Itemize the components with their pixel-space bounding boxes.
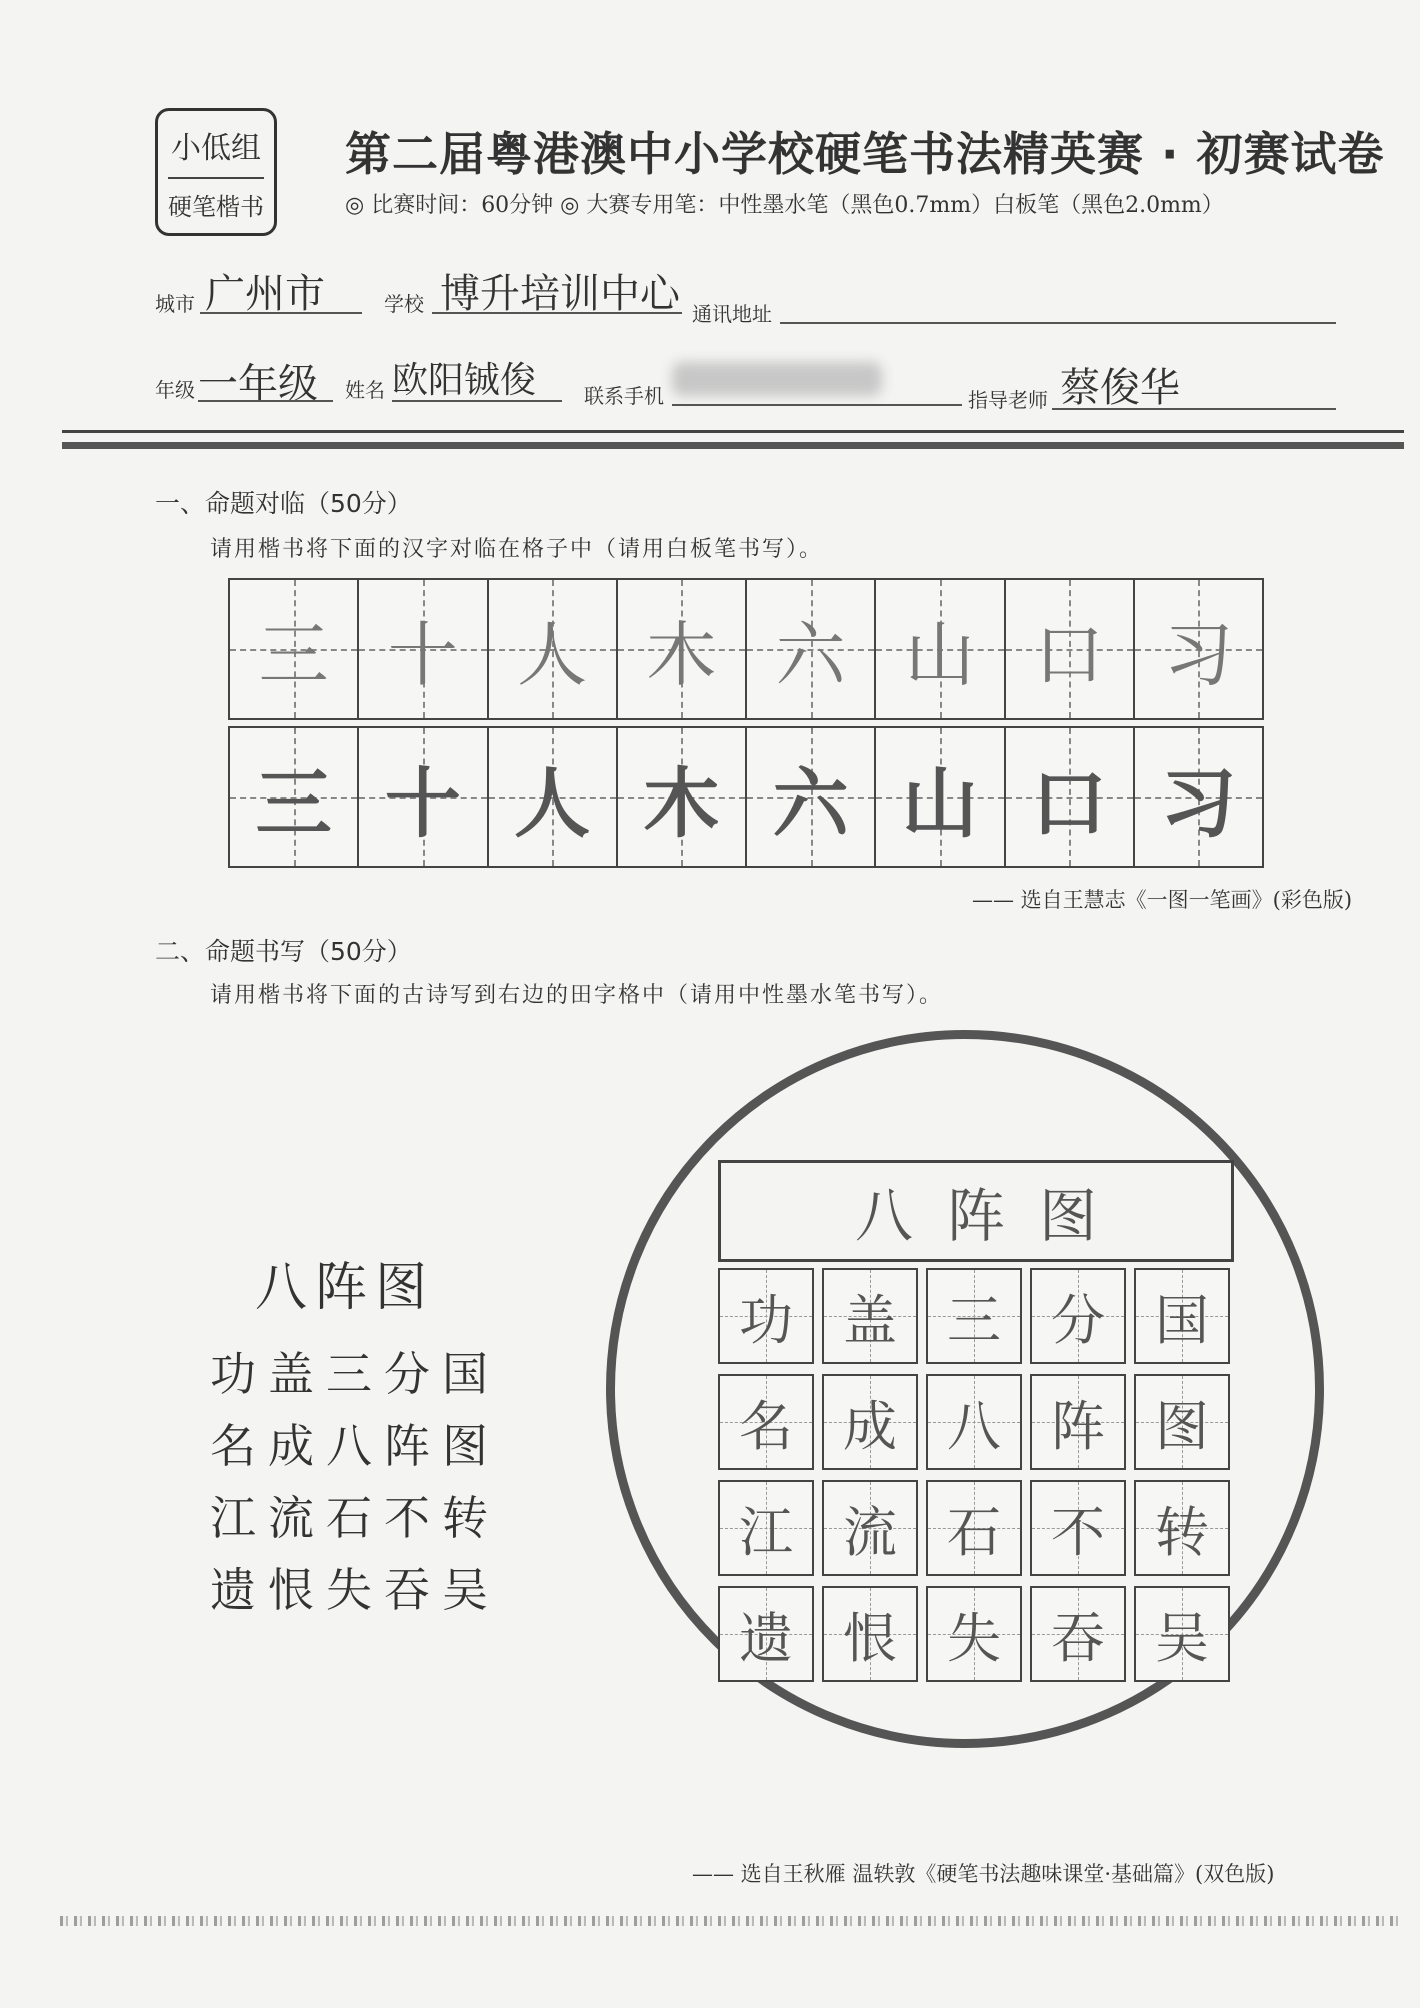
written-char: 吴: [1155, 1606, 1209, 1670]
written-char: 六: [775, 613, 846, 696]
model-grid: [228, 726, 1264, 868]
page-title: 第二届粤港澳中小学校硬笔书法精英赛 · 初赛试卷: [345, 127, 1385, 181]
tianzige-cell[interactable]: [718, 1374, 814, 1470]
grade-value[interactable]: 一年级: [198, 361, 318, 407]
written-char: 阵: [1051, 1394, 1105, 1458]
tianzige-cell[interactable]: [1030, 1480, 1126, 1576]
written-char: 国: [1155, 1288, 1209, 1352]
model-cell: [1006, 728, 1135, 866]
tianzige-cell[interactable]: [1134, 1268, 1230, 1364]
teacher-underline: [1052, 408, 1336, 410]
model-cell: [230, 728, 359, 866]
model-char: 人: [514, 758, 591, 848]
practice-grid[interactable]: [228, 578, 1264, 720]
practice-cell[interactable]: [1006, 580, 1135, 718]
address-label: 通讯地址: [692, 302, 772, 326]
model-char: 三: [255, 758, 332, 848]
tianzige-cell[interactable]: [926, 1480, 1022, 1576]
poem-line: 功盖三分国: [210, 1347, 500, 1401]
tianzige-cell[interactable]: [822, 1374, 918, 1470]
badge-group-label: 小低组: [171, 131, 261, 166]
written-char: 功: [739, 1288, 793, 1352]
written-char: 转: [1155, 1500, 1209, 1564]
grade-underline: [198, 400, 333, 402]
practice-cell[interactable]: [1135, 580, 1262, 718]
name-value[interactable]: 欧阳铖俊: [392, 360, 537, 401]
city-label: 城市: [155, 292, 195, 316]
written-char: 十: [387, 613, 458, 696]
written-title: 八阵图: [854, 1182, 1131, 1250]
model-cell: [489, 728, 618, 866]
address-underline[interactable]: [780, 322, 1336, 324]
written-title-box[interactable]: [718, 1160, 1234, 1262]
section2-source: —— 选自王秋雁 温轶敦《硬笔书法趣味课堂·基础篇》(双色版): [692, 1862, 1275, 1886]
written-char: 江: [739, 1500, 793, 1564]
model-char: 山: [901, 758, 978, 848]
model-cell: [1135, 728, 1262, 866]
model-cell: [618, 728, 747, 866]
poem-line: 名成八阵图: [210, 1419, 500, 1473]
city-value[interactable]: 广州市: [205, 271, 325, 317]
city-underline: [200, 312, 362, 314]
section1-source: —— 选自王慧志《一图一笔画》(彩色版): [972, 888, 1353, 912]
phone-underline[interactable]: [672, 404, 962, 406]
written-char: 流: [843, 1500, 897, 1564]
tianzige-grid[interactable]: [718, 1268, 1234, 1682]
written-char: 图: [1155, 1394, 1209, 1458]
name-underline: [392, 400, 562, 402]
written-char: 山: [904, 613, 975, 696]
written-char: 木: [646, 613, 717, 696]
tianzige-cell[interactable]: [718, 1586, 814, 1682]
grade-label: 年级: [155, 378, 195, 402]
written-char: 不: [1051, 1500, 1105, 1564]
model-char: 木: [643, 758, 720, 848]
practice-cell[interactable]: [230, 580, 359, 718]
tianzige-cell[interactable]: [822, 1268, 918, 1364]
section2-heading: 二、命题书写（50分）: [155, 937, 412, 966]
tianzige-cell[interactable]: [822, 1480, 918, 1576]
phone-label: 联系手机: [584, 384, 664, 408]
written-char: 失: [947, 1606, 1001, 1670]
written-char: 习: [1163, 613, 1234, 696]
written-char: 成: [843, 1394, 897, 1458]
practice-cell[interactable]: [618, 580, 747, 718]
tianzige-cell[interactable]: [1030, 1268, 1126, 1364]
tianzige-cell[interactable]: [926, 1586, 1022, 1682]
school-label: 学校: [384, 292, 424, 316]
poem-line: 江流石不转: [210, 1491, 500, 1545]
section1-instruction: 请用楷书将下面的汉字对临在格子中（请用白板笔书写）。: [210, 537, 824, 562]
group-badge: [155, 108, 277, 236]
model-char: 习: [1160, 758, 1237, 848]
written-char: 名: [739, 1394, 793, 1458]
written-char: 恨: [843, 1606, 897, 1670]
teacher-label: 指导老师: [968, 388, 1048, 412]
model-cell: [359, 728, 488, 866]
written-char: 盖: [843, 1288, 897, 1352]
phone-value-redacted: [672, 362, 882, 396]
school-value[interactable]: 博升培训中心: [440, 271, 680, 317]
written-char: 石: [947, 1500, 1001, 1564]
model-cell: [876, 728, 1005, 866]
tianzige-cell[interactable]: [926, 1268, 1022, 1364]
practice-cell[interactable]: [359, 580, 488, 718]
written-char: 三: [258, 613, 329, 696]
tianzige-cell[interactable]: [1134, 1586, 1230, 1682]
tianzige-cell[interactable]: [718, 1268, 814, 1364]
written-char: 分: [1051, 1288, 1105, 1352]
tianzige-cell[interactable]: [1030, 1374, 1126, 1470]
practice-cell[interactable]: [489, 580, 618, 718]
written-char: 遗: [739, 1606, 793, 1670]
tianzige-cell[interactable]: [718, 1480, 814, 1576]
teacher-value[interactable]: 蔡俊华: [1060, 365, 1180, 411]
model-char: 六: [772, 758, 849, 848]
header-divider-thin: [62, 430, 1404, 433]
section2-instruction: 请用楷书将下面的古诗写到右边的田字格中（请用中性墨水笔书写）。: [210, 983, 944, 1008]
badge-category-label: 硬笔楷书: [168, 193, 264, 221]
header-divider-thick: [62, 442, 1404, 449]
name-label: 姓名: [345, 378, 385, 402]
poem-line: 遗恨失吞吴: [210, 1563, 500, 1617]
written-char: 三: [947, 1288, 1001, 1352]
page-subtitle: ◎ 比赛时间：60分钟 ◎ 大赛专用笔：中性墨水笔（黑色0.7mm）白板笔（黑色2.0mm）: [345, 193, 1224, 218]
scan-noise-strip: [60, 1916, 1400, 1926]
tianzige-cell[interactable]: [1030, 1586, 1126, 1682]
written-char: 口: [1034, 613, 1105, 696]
tianzige-cell[interactable]: [1134, 1374, 1230, 1470]
section1-heading: 一、命题对临（50分）: [155, 489, 412, 518]
practice-cell[interactable]: [876, 580, 1005, 718]
tianzige-cell[interactable]: [822, 1586, 918, 1682]
tianzige-cell[interactable]: [926, 1374, 1022, 1470]
model-char: 口: [1031, 758, 1108, 848]
school-underline: [432, 312, 682, 314]
model-char: 十: [384, 758, 461, 848]
written-char: 人: [517, 613, 588, 696]
written-char: 八: [947, 1394, 1001, 1458]
model-cell: [747, 728, 876, 866]
written-char: 吞: [1051, 1606, 1105, 1670]
tianzige-cell[interactable]: [1134, 1480, 1230, 1576]
poem-title: 八阵图: [255, 1258, 436, 1318]
badge-divider: [168, 177, 264, 179]
practice-cell[interactable]: [747, 580, 876, 718]
